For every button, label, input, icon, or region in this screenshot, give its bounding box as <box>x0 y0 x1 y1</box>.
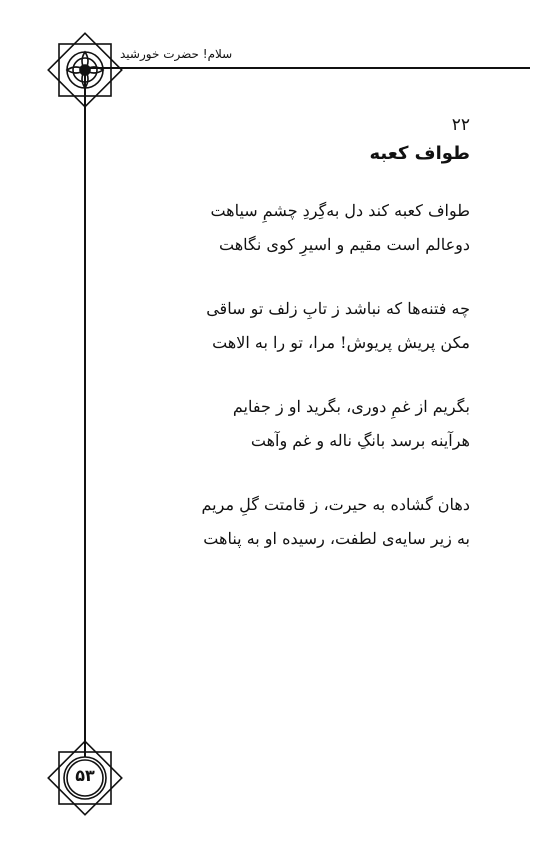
verse-line: هرآینه برسد بانگِ ناله و غم وآهت <box>250 431 470 450</box>
verse-line: به زیر سایه‌ی لطفت، رسیده او به پناهت <box>203 529 470 548</box>
margin-rule <box>84 70 86 760</box>
stanza <box>150 292 470 360</box>
poem-body <box>150 115 470 586</box>
stanza <box>150 194 470 262</box>
verse-line: دهان گشاده به حیرت، ز قامتت گلِ مریم <box>201 495 470 514</box>
header-rule <box>80 67 530 69</box>
stanza <box>150 390 470 458</box>
verse-line: چه فتنه‌ها که نباشد ز تابِ زلف تو ساقی <box>206 299 470 318</box>
running-header-title: سلام! حضرت خورشید <box>120 47 233 61</box>
verse-line: دوعالم است مقیم و اسیرِ کوی نگاهت <box>219 235 470 254</box>
stanza <box>150 488 470 556</box>
verse-line: مکن پریش پریوش! مرا، تو را به الاهت <box>212 333 470 352</box>
verse-line: بگریم از غمِ دوری، بگرید او ز جفایم <box>232 397 470 416</box>
top-ornament-icon <box>45 30 125 110</box>
page-number: ۵۳ <box>75 766 95 785</box>
poem-title: طواف کعبه <box>369 143 470 164</box>
verse-line: طواف کعبه کند دل به‌گِردِ چشمِ سیاهت <box>210 201 470 220</box>
poem-number: ۲۲ <box>451 115 470 135</box>
